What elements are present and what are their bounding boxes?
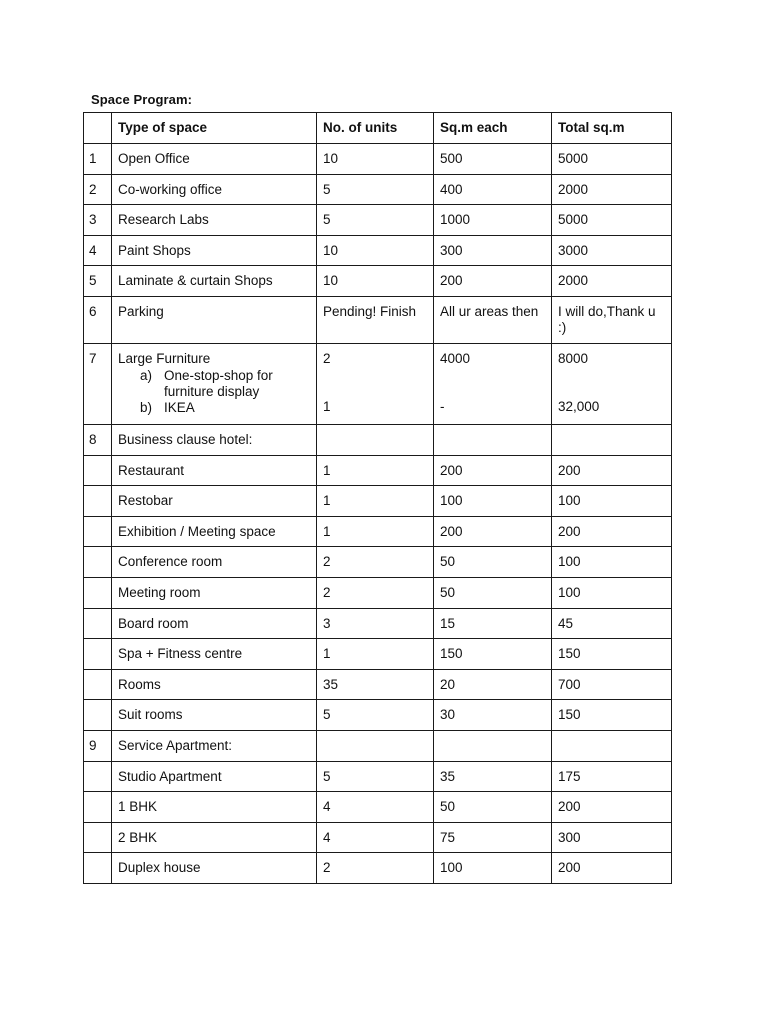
row-total: 200: [552, 516, 672, 547]
row-total: 45: [552, 608, 672, 639]
row-total: 150: [552, 700, 672, 731]
row-units: [317, 343, 434, 424]
row-sqm: 1000: [434, 205, 552, 236]
table-row: [84, 144, 672, 175]
row-sqm: 500: [434, 144, 552, 175]
row-number: 5: [84, 266, 112, 297]
table-row: [84, 700, 672, 731]
row-sqm: All ur areas then: [434, 296, 552, 343]
row-total: 100: [552, 577, 672, 608]
table-row: [84, 547, 672, 578]
table-row: [84, 424, 672, 455]
row-type: Duplex house: [112, 853, 317, 884]
table-row: [84, 608, 672, 639]
row-total: [552, 343, 672, 424]
row-sqm: [434, 424, 552, 455]
row-number: [84, 608, 112, 639]
row-number: [84, 639, 112, 670]
row-sqm: [434, 343, 552, 424]
table-header-row: [84, 113, 672, 144]
row-type: Studio Apartment: [112, 761, 317, 792]
row-total: 2000: [552, 266, 672, 297]
header-sqm-each: Sq.m each: [434, 113, 552, 144]
row-type: Parking: [112, 296, 317, 343]
row-type: Suit rooms: [112, 700, 317, 731]
row-number: [84, 577, 112, 608]
row-type: Co-working office: [112, 174, 317, 205]
row-sqm: 30: [434, 700, 552, 731]
row-total-main: 8000: [558, 350, 589, 366]
row-number: [84, 486, 112, 517]
row-type: Business clause hotel:: [112, 424, 317, 455]
row-type: [112, 343, 317, 424]
row-type: Restaurant: [112, 455, 317, 486]
header-no-of-units: No. of units: [317, 113, 434, 144]
row-number: [84, 792, 112, 823]
row-number: 7: [84, 343, 112, 424]
row-total: 100: [552, 486, 672, 517]
row-type: Restobar: [112, 486, 317, 517]
row-units: 5: [317, 761, 434, 792]
row-type: Meeting room: [112, 577, 317, 608]
row-units: 5: [317, 205, 434, 236]
table-row: [84, 235, 672, 266]
header-number: [84, 113, 112, 144]
sub-item-text: IKEA: [164, 399, 195, 415]
row-sqm: 300: [434, 235, 552, 266]
row-units-main: 2: [323, 350, 331, 366]
row-sqm: 20: [434, 669, 552, 700]
table-row: [84, 174, 672, 205]
row-units-sub: 1: [323, 398, 331, 414]
row-units: 4: [317, 822, 434, 853]
row-sqm: 50: [434, 577, 552, 608]
row-units: 2: [317, 547, 434, 578]
table-row: [84, 296, 672, 343]
table-row: [84, 205, 672, 236]
space-program-table: [83, 112, 672, 884]
row-units: 2: [317, 853, 434, 884]
row-type: Paint Shops: [112, 235, 317, 266]
row-total: 175: [552, 761, 672, 792]
row-total: 200: [552, 455, 672, 486]
row-total: 150: [552, 639, 672, 670]
row-type: Exhibition / Meeting space: [112, 516, 317, 547]
row-total: 100: [552, 547, 672, 578]
row-number: [84, 822, 112, 853]
row-units: Pending! Finish: [317, 296, 434, 343]
sub-item-text: One-stop-shop for furniture display: [164, 367, 273, 399]
row-type: Rooms: [112, 669, 317, 700]
table-row: [84, 266, 672, 297]
row-total: 5000: [552, 144, 672, 175]
row-number: [84, 700, 112, 731]
row-total: I will do,Thank u :): [552, 296, 672, 343]
row-sqm: 50: [434, 792, 552, 823]
row-units: 1: [317, 516, 434, 547]
row-sqm-main: 4000: [440, 350, 471, 366]
row-sqm: [434, 730, 552, 761]
row-sqm: 200: [434, 266, 552, 297]
row-number: 4: [84, 235, 112, 266]
table-row: [84, 822, 672, 853]
table-row: [84, 639, 672, 670]
table-row: [84, 853, 672, 884]
row-units: 2: [317, 577, 434, 608]
row-units: 35: [317, 669, 434, 700]
row-type: Open Office: [112, 144, 317, 175]
row-sqm: 200: [434, 455, 552, 486]
sub-item-list: [118, 368, 310, 416]
table-row: [84, 516, 672, 547]
row-number: [84, 853, 112, 884]
row-units: 10: [317, 144, 434, 175]
row-total: 300: [552, 822, 672, 853]
row-type: 2 BHK: [112, 822, 317, 853]
row-total: 200: [552, 853, 672, 884]
row-total-sub: 32,000: [558, 398, 600, 414]
row-total: [552, 730, 672, 761]
row-number: 6: [84, 296, 112, 343]
row-units: 10: [317, 235, 434, 266]
header-total-sqm: Total sq.m: [552, 113, 672, 144]
row-sqm: 200: [434, 516, 552, 547]
row-total: 200: [552, 792, 672, 823]
row-sqm: 75: [434, 822, 552, 853]
row-sqm: 400: [434, 174, 552, 205]
row-number: 3: [84, 205, 112, 236]
row-number: [84, 547, 112, 578]
row-units: 10: [317, 266, 434, 297]
table-row: [84, 343, 672, 424]
row-units: 5: [317, 700, 434, 731]
row-sqm: 100: [434, 853, 552, 884]
row-type: Service Apartment:: [112, 730, 317, 761]
table-row: [84, 455, 672, 486]
sub-item: [118, 400, 310, 416]
row-units: 1: [317, 455, 434, 486]
row-units: 3: [317, 608, 434, 639]
row-type: Laminate & curtain Shops: [112, 266, 317, 297]
table-row: [84, 577, 672, 608]
row-type: Board room: [112, 608, 317, 639]
row-number: [84, 516, 112, 547]
row-number: 8: [84, 424, 112, 455]
row-number: 9: [84, 730, 112, 761]
row-sqm: 35: [434, 761, 552, 792]
table-row: [84, 792, 672, 823]
table-row: [84, 486, 672, 517]
row-units: 4: [317, 792, 434, 823]
row-units: [317, 424, 434, 455]
page-title: Space Program:: [91, 92, 193, 107]
row-total: 3000: [552, 235, 672, 266]
header-type-of-space: Type of space: [112, 113, 317, 144]
row-number: 2: [84, 174, 112, 205]
row-number: [84, 455, 112, 486]
row-sqm: 15: [434, 608, 552, 639]
row-sqm: 100: [434, 486, 552, 517]
sub-item-marker: a): [140, 367, 153, 383]
row-type: Research Labs: [112, 205, 317, 236]
row-units: 1: [317, 486, 434, 517]
row-number: 1: [84, 144, 112, 175]
row-type: 1 BHK: [112, 792, 317, 823]
table-row: [84, 730, 672, 761]
row-total: 2000: [552, 174, 672, 205]
row-sqm-sub: -: [440, 398, 445, 414]
table-row: [84, 761, 672, 792]
row-type: Spa + Fitness centre: [112, 639, 317, 670]
row-number: [84, 669, 112, 700]
row-type-label: Large Furniture: [118, 350, 211, 366]
sub-item: [118, 368, 310, 400]
row-sqm: 150: [434, 639, 552, 670]
row-number: [84, 761, 112, 792]
row-type: Conference room: [112, 547, 317, 578]
row-units: [317, 730, 434, 761]
row-total: [552, 424, 672, 455]
row-units: 1: [317, 639, 434, 670]
row-sqm: 50: [434, 547, 552, 578]
table-row: [84, 669, 672, 700]
sub-item-marker: b): [140, 399, 153, 415]
row-total: 5000: [552, 205, 672, 236]
row-units: 5: [317, 174, 434, 205]
row-total: 700: [552, 669, 672, 700]
